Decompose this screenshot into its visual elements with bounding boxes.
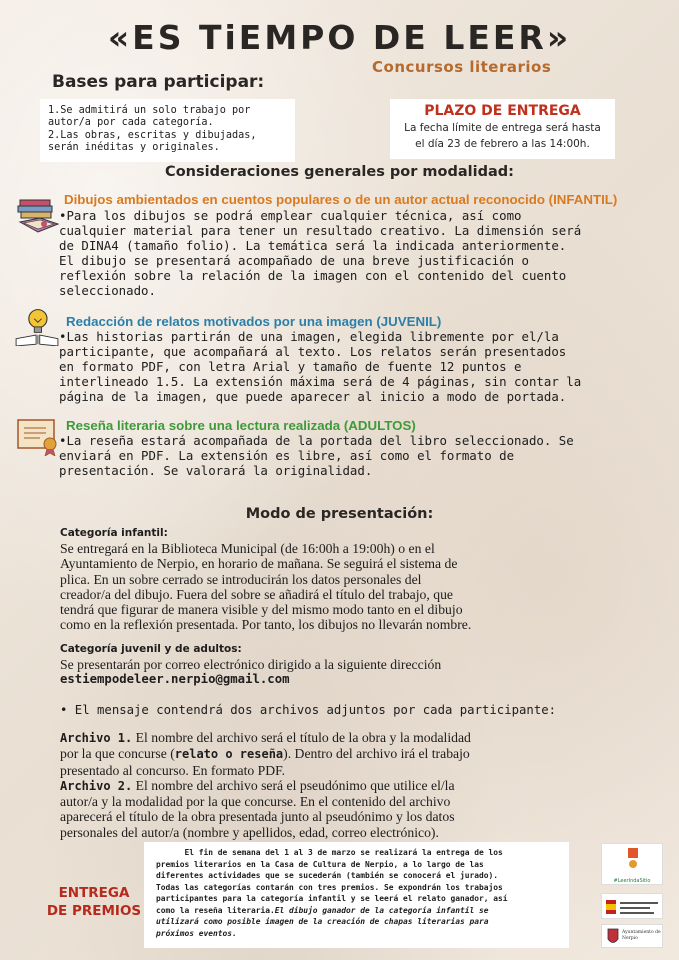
juvenil-category-line: Se presentarán por correo electrónico dirigido a la siguiente dirección	[60, 657, 442, 672]
modality-juvenil-body	[59, 329, 633, 404]
coat-of-arms-icon	[606, 927, 620, 947]
text-line: •La reseña estará acompañada de la portada del libro seleccionado. Se	[59, 433, 574, 448]
considerations-title: Consideraciones generales por modalidad:	[165, 164, 514, 180]
archivo-2-text: aparecerá el título de la obra presentada junto al pseudónimo y los datos	[60, 809, 455, 825]
infantil-category-body	[60, 541, 633, 633]
text-line: presentación. Se valorará la originalidad.	[59, 463, 373, 478]
text-line: •Para los dibujos se podrá emplear cualquier técnica, así como	[59, 208, 522, 223]
text-line: creador/a del dibujo. Fuera del sobre se añadirá el título del trabajo, que	[60, 586, 453, 602]
leer-logo	[601, 843, 663, 885]
lightbulb-book-icon	[12, 306, 62, 346]
bases-box	[40, 99, 295, 162]
archivo-1-text: El nombre del archivo será el título de la obra y la modalidad	[132, 730, 471, 745]
attachments-bullet: • El mensaje contendrá dos archivos adjuntos por cada participante:	[60, 703, 557, 717]
deadline-line: La fecha límite de entrega será hasta	[404, 122, 601, 134]
bases-line: 2.Las obras, escritas y dibujadas,	[48, 129, 257, 141]
text-line: como en la reflexión presentada. Por tanto, los dibujos no llevarán nombre.	[60, 617, 472, 633]
awards-line: como la reseña literaria.	[156, 905, 275, 915]
archivo-1-label: Archivo 1.	[60, 731, 133, 745]
modality-adultos-body	[59, 433, 633, 478]
archivo-1-text: ). Dentro del archivo irá el trabajo	[283, 746, 470, 762]
contact-email[interactable]: estiempodeleer.nerpio@gmail.com	[60, 672, 290, 686]
town-council-logo	[601, 924, 663, 948]
text-line: reflexión sobre la relación de la imagen con el contenido del cuento	[59, 268, 567, 283]
modality-juvenil-heading: Redacción de relatos motivados por una imagen (JUVENIL)	[66, 314, 442, 329]
deadline-title: PLAZO DE ENTREGA	[424, 103, 581, 119]
awards-italic: próximos eventos.	[156, 928, 237, 938]
bases-line: autor/a por cada categoría.	[48, 117, 214, 129]
modality-infantil-heading: Dibujos ambientados en cuentos populares o de un autor actual reconocido (INFANTIL)	[64, 192, 618, 207]
awards-line: Todas las categorías contarán con tres premios. Se expondrán los trabajos	[156, 882, 503, 892]
ministry-logo	[601, 893, 663, 919]
text-line: página de la imagen, que puede aparecer al inicio a modo de portada.	[59, 389, 567, 404]
awards-title-line: ENTREGA	[58, 885, 130, 901]
bases-line: serán inéditas y originales.	[48, 141, 220, 153]
text-line: tendrá que figurar de manera visible y del mismo modo tanto en el dibujo	[60, 602, 463, 618]
text-line: de DINA4 (tamaño folio). La temática será la indicada anteriormente.	[59, 238, 567, 253]
archivo-1-block	[60, 730, 633, 840]
modality-adultos-heading: Reseña literaria sobre una lectura realizada (ADULTOS)	[66, 418, 416, 433]
text-line: cualquier material para tener un resultado creativo. La dimensión será	[59, 223, 582, 238]
text-line: Ayuntamiento de Nerpio, en horario de mañana. Se seguirá el sistema de	[60, 556, 458, 572]
bases-line: 1.Se admitirá un solo trabajo por	[48, 105, 251, 116]
awards-line: El fin de semana del 1 al 3 de marzo se realizará la entrega de los	[156, 848, 503, 857]
bases-title: Bases para participar:	[52, 72, 265, 92]
archivo-2-text: El nombre del archivo será el pseudónimo que utilice el/la	[132, 777, 455, 793]
juvenil-category-heading: Categoría juvenil y de adultos:	[60, 643, 242, 655]
awards-italic: utilizará como posible imagen de la creación de chapas literarias para	[156, 917, 489, 926]
archivo-2-text: autor/a y la modalidad por la que concurse. En el contenido del archivo	[60, 794, 451, 810]
spain-flag-icon	[602, 894, 664, 920]
awards-line: participantes para la categoría infantil y se leerá el relato ganador, así	[156, 894, 508, 903]
awards-line: diferentes actividades que se sucederán (también se conocerá el jurado).	[156, 871, 499, 880]
logo-text: Ayuntamiento de Nerpio	[622, 930, 661, 941]
archivo-2-text: personales del autor/a (nombre y apellidos, edad, correo electrónico).	[60, 824, 439, 840]
page-subtitle: Concursos literarios	[372, 58, 552, 76]
text-line: interlineado 1.5. La extensión máxima será de 4 páginas, sin contar la	[59, 374, 582, 389]
awards-box	[144, 842, 569, 948]
text-line: seleccionado.	[59, 283, 156, 298]
text-line: enviará en PDF. La extensión es libre, así como el formato de	[59, 448, 515, 463]
text-line: Se entregará en la Biblioteca Municipal (de 16:00h a 19:00h) o en el	[60, 541, 435, 556]
archivo-2-label: Archivo 2.	[60, 778, 133, 793]
page-title: «ES TiEMPO DE LEER»	[107, 18, 572, 57]
text-line: participante, que acompañará al texto. Los relatos serán presentados	[59, 344, 567, 359]
archivo-1-bold: relato o reseña	[174, 747, 284, 762]
infantil-category-heading: Categoría infantil:	[60, 527, 168, 539]
logo-text: #LeerIndaSitio	[613, 878, 651, 884]
archivo-1-text: presentado al concurso. En formato PDF.	[60, 762, 286, 778]
text-line: en formato PDF, con letra Arial y tamaño de fuente 12 puntos e	[59, 359, 522, 374]
deadline-line: el día 23 de febrero a las 14:00h.	[415, 138, 590, 150]
awards-title-line: DE PREMIOS	[46, 903, 142, 919]
books-icon	[14, 196, 64, 236]
certificate-icon	[14, 416, 64, 456]
reading-logo-icon	[602, 844, 664, 874]
text-line: •Las historias partirán de una imagen, elegida libremente por el/la	[59, 329, 559, 344]
awards-title	[44, 884, 144, 920]
archivo-1-text: por la que concurse (	[60, 746, 175, 762]
text-line: plica. En un sobre cerrado se introducirán los datos personales del	[60, 571, 422, 587]
awards-line: premios literarios en la Casa de Cultura de Nerpio, a lo largo de las	[156, 859, 484, 869]
modality-infantil-body	[59, 208, 633, 298]
deadline-box	[390, 99, 615, 159]
text-line: El dibujo se presentará acompañado de una breve justificación o	[59, 253, 529, 268]
awards-italic: El dibujo ganador de la categoría infantil se	[274, 905, 489, 915]
presentation-title: Modo de presentación:	[245, 506, 434, 522]
